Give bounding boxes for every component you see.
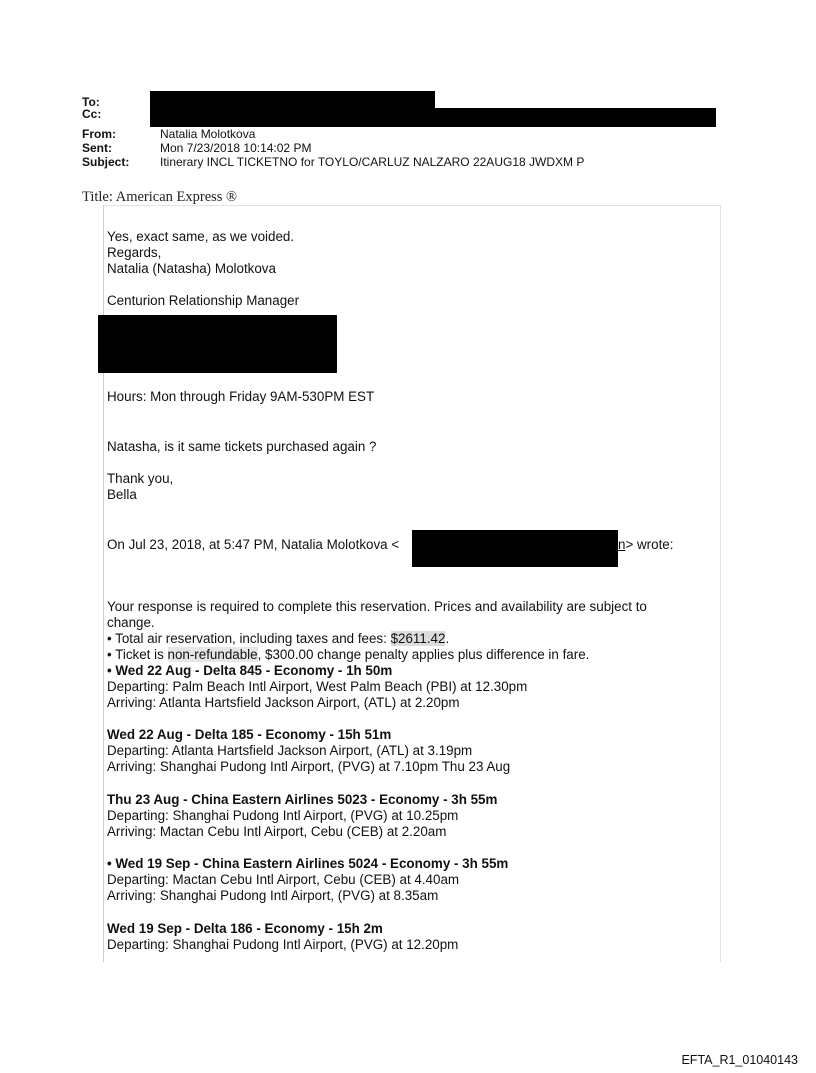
flight-depart: Departing: Mactan Cebu Intl Airport, Cebu (CEB) at 4.40am	[107, 872, 460, 887]
flight-depart: Departing: Shanghai Pudong Intl Airport, (PVG) at 10.25pm	[107, 808, 459, 823]
reply-line-2: Regards,	[107, 245, 162, 260]
redaction-email	[412, 530, 618, 567]
redaction-signature	[98, 315, 337, 373]
ticket-suffix: , $300.00 change penalty applies plus difference in fare.	[257, 647, 590, 662]
flight-heading-text: • Wed 19 Sep - China Eastern Airlines 5024 - Economy - 3h 55m	[107, 856, 509, 871]
cc-label: Cc:	[82, 107, 102, 121]
ticket-prefix: • Ticket is	[107, 647, 168, 662]
flight-heading-text: • Wed 22 Aug - Delta 845 - Economy - 1h 50m	[107, 663, 393, 678]
redaction-to	[150, 91, 435, 108]
flight-depart: Departing: Palm Beach Intl Airport, West Palm Beach (PBI) at 12.30pm	[107, 679, 528, 694]
reply-line-1: Yes, exact same, as we voided.	[107, 229, 295, 244]
total-line	[107, 631, 449, 647]
subject-label: Subject:	[82, 155, 130, 169]
flight-heading	[107, 921, 383, 937]
total-amount: $2611.42	[390, 631, 446, 646]
to-label: To:	[82, 95, 100, 109]
from-value: Natalia Molotkova	[160, 127, 256, 141]
ticket-line	[107, 647, 589, 663]
notice-line-1: Your response is required to complete this reservation. Prices and availability are subject to	[107, 599, 647, 614]
subject-value: Itinerary INCL TICKETNO for TOYLO/CARLUZ NALZARO 22AUG18 JWDXM P	[160, 155, 585, 169]
thanks-line: Thank you,	[107, 471, 174, 486]
redaction-cc	[150, 108, 716, 127]
total-prefix: • Total air reservation, including taxes and fees:	[107, 631, 391, 646]
document-id-footer: EFTA_R1_01040143	[681, 1053, 798, 1067]
flight-depart: Departing: Shanghai Pudong Intl Airport, (PVG) at 12.20pm	[107, 937, 459, 952]
reply-line-3: Natalia (Natasha) Molotkova	[107, 261, 276, 276]
flight-heading-text: Wed 19 Sep - Delta 186 - Economy - 15h 2m	[107, 921, 383, 936]
flight-depart: Departing: Atlanta Hartsfield Jackson Airport, (ATL) at 3.19pm	[107, 743, 473, 758]
flight-heading-text: Thu 23 Aug - China Eastern Airlines 5023 - Economy - 3h 55m	[107, 792, 498, 807]
question-line: Natasha, is it same tickets purchased again ?	[107, 439, 377, 454]
quote-tail	[618, 537, 673, 553]
hours-line: Hours: Mon through Friday 9AM-530PM EST	[107, 389, 375, 404]
flight-heading	[107, 856, 508, 872]
notice-line-2: change.	[107, 615, 155, 630]
title-line: Title: American Express ®	[82, 189, 238, 205]
flight-heading	[107, 727, 391, 743]
quote-link-fragment[interactable]: n	[618, 537, 626, 552]
flight-arrive: Arriving: Atlanta Hartsfield Jackson Airport, (ATL) at 2.20pm	[107, 695, 460, 710]
reply-role: Centurion Relationship Manager	[107, 293, 300, 308]
flight-heading	[107, 792, 497, 808]
sent-label: Sent:	[82, 141, 112, 155]
flight-heading	[107, 663, 392, 679]
from-label: From:	[82, 127, 116, 141]
ticket-status: non-refundable	[167, 647, 258, 662]
quote-prefix: On Jul 23, 2018, at 5:47 PM, Natalia Molotkova <	[107, 537, 400, 552]
sign-line: Bella	[107, 487, 137, 502]
flight-arrive: Arriving: Mactan Cebu Intl Airport, Cebu (CEB) at 2.20am	[107, 824, 447, 839]
flight-arrive: Arriving: Shanghai Pudong Intl Airport, (PVG) at 8.35am	[107, 888, 439, 903]
flight-arrive: Arriving: Shanghai Pudong Intl Airport, (PVG) at 7.10pm Thu 23 Aug	[107, 759, 511, 774]
flight-heading-text: Wed 22 Aug - Delta 185 - Economy - 15h 51m	[107, 727, 392, 742]
sent-value: Mon 7/23/2018 10:14:02 PM	[160, 141, 312, 155]
total-suffix: .	[445, 631, 450, 646]
quote-line	[107, 537, 399, 553]
quote-suffix: > wrote:	[625, 537, 674, 552]
